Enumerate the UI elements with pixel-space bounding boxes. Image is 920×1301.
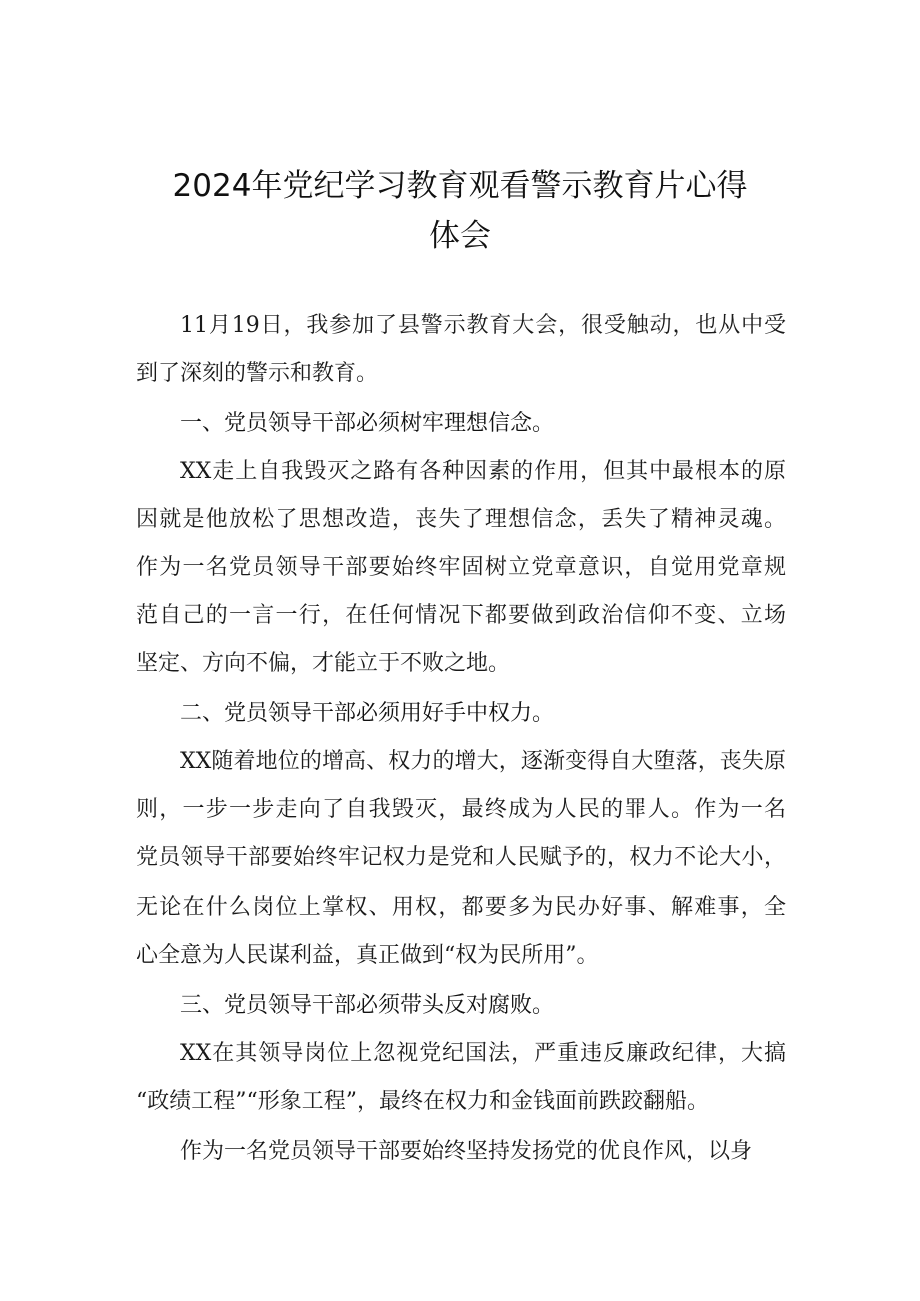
paragraph-4-line-2: “政绩工程”“形象工程”，最终在权力和金钱面前跌跤翻船。	[136, 1089, 709, 1114]
paragraph-2-line-4: 范自己的一言一行，在任何情况下都要做到政治信仰不变、立场	[136, 603, 786, 628]
paragraph-2-line-2: 因就是他放松了思想改造，丧失了理想信念，丢失了精神灵魂。	[136, 507, 786, 532]
paragraph-3-line-5: 心全意为人民谋利益，真正做到“权为民所用”。	[136, 943, 599, 968]
paragraph-3-line-3: 党员领导干部要始终牢记权力是党和人民赋予的，权力不论大小，	[136, 845, 786, 870]
paragraph-4-line-1: XX在其领导岗位上忽视党纪国法，严重违反廉政纪律，大搞	[180, 1041, 786, 1066]
section-heading-3: 三、党员领导干部必须带头反对腐败。	[180, 993, 555, 1018]
document-title-line-1: 2024年党纪学习教育观看警示教育片心得	[172, 168, 748, 204]
paragraph-1-line-2: 到了深刻的警示和教育。	[136, 361, 379, 386]
paragraph-2-line-5: 坚定、方向不偏，才能立于不败之地。	[136, 651, 511, 676]
paragraph-2-line-3: 作为一名党员领导干部要始终牢固树立党章意识，自觉用党章规	[136, 555, 786, 580]
paragraph-1-line-1: 11月19日，我参加了县警示教育大会，很受触动，也从中受	[180, 313, 786, 338]
section-heading-2: 二、党员领导干部必须用好手中权力。	[180, 701, 555, 726]
document-title-line-2: 体会	[429, 218, 491, 254]
paragraph-3-line-1: XX随着地位的增高、权力的增大，逐渐变得自大堕落，丧失原	[180, 749, 786, 774]
paragraph-3-line-4: 无论在什么岗位上掌权、用权，都要多为民办好事、解难事，全	[136, 895, 786, 920]
paragraph-3-line-2: 则，一步一步走向了自我毁灭，最终成为人民的罪人。作为一名	[136, 797, 786, 822]
paragraph-5-line-1: 作为一名党员领导干部要始终坚持发扬党的优良作风，以身	[180, 1139, 753, 1164]
section-heading-1: 一、党员领导干部必须树牢理想信念。	[180, 411, 555, 436]
paragraph-2-line-1: XX走上自我毁灭之路有各种因素的作用，但其中最根本的原	[180, 459, 786, 484]
